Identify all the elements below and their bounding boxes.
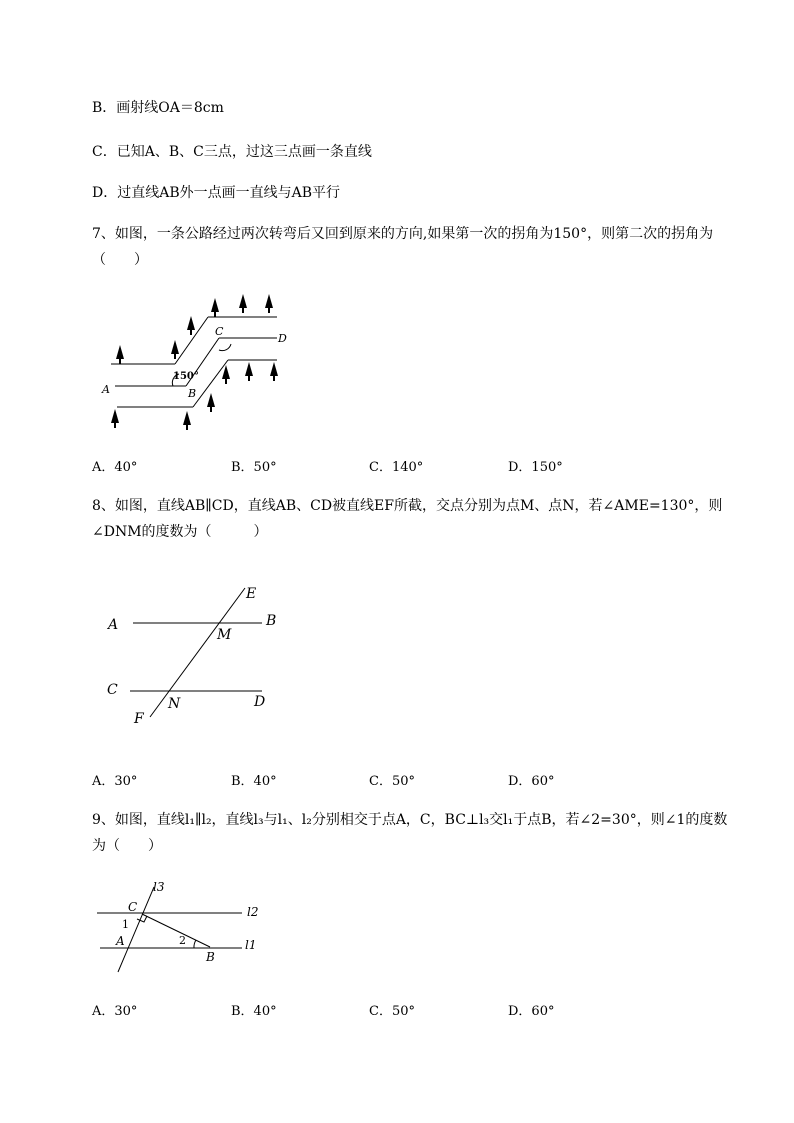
fig9-angle-2: 2 [179, 934, 186, 947]
question-8-text: 8、如图，直线AB∥CD，直线AB、CD被直线EF所截，交点分别为点M、点N，若∠AME=130°，则∠DNM的度数为（ ） [92, 498, 723, 540]
option-d-prev: D．过直线AB外一点画一直线与AB平行 [92, 185, 341, 201]
fig8-label-f: F [134, 711, 144, 727]
fig7-label-a: A [102, 383, 110, 396]
q7-option-c[interactable]: C．140° [369, 460, 424, 475]
option-b-prev: B．画射线OA＝8cm [92, 100, 224, 116]
question-8-figure [100, 580, 290, 730]
q9-option-b[interactable]: B．40° [231, 1004, 277, 1019]
fig8-label-c: C [107, 682, 118, 698]
q9-option-a[interactable]: A．30° [92, 1004, 138, 1019]
option-c-prev: C．已知A、B、C三点，过这三点画一条直线 [92, 144, 372, 160]
question-7-options [92, 456, 712, 476]
q9-option-d[interactable]: D．60° [508, 1004, 555, 1019]
q7-option-d[interactable]: D．150° [508, 460, 563, 475]
fig9-label-l2: l2 [247, 905, 259, 919]
fig8-label-b: B [266, 613, 277, 629]
fig9-label-b: B [206, 950, 215, 964]
q7-option-a[interactable]: A．40° [92, 460, 138, 475]
question-9-text: 9、如图，直线l₁∥l₂，直线l₃与l₁、l₂分别相交于点A，C，BC⊥l₃交l₁于点B，若∠2=30°，则∠1的度数为（ ） [92, 812, 728, 854]
fig7-label-c: C [215, 325, 224, 338]
fig9-label-l1: l1 [245, 938, 257, 952]
question-9-options [92, 1000, 712, 1020]
question-8-options [92, 770, 712, 790]
q7-option-b[interactable]: B．50° [231, 460, 277, 475]
fig7-label-b: B [188, 387, 197, 400]
fig7-label-d: D [278, 332, 287, 345]
q9-option-c[interactable]: C．50° [369, 1004, 415, 1019]
fig8-label-a: A [108, 617, 119, 633]
question-7-text: 7、如图，一条公路经过两次转弯后又回到原来的方向,如果第一次的拐角为150°，则第二次的拐角为（ ） [92, 226, 714, 268]
fig9-label-c: C [128, 900, 138, 914]
fig8-label-m: M [217, 627, 232, 643]
q8-option-d[interactable]: D．60° [508, 774, 555, 789]
fig7-angle-label: 150° [173, 371, 199, 382]
fig9-label-a: A [116, 934, 125, 948]
question-7-figure [95, 290, 295, 440]
question-9-figure [92, 876, 272, 986]
q8-option-b[interactable]: B．40° [231, 774, 277, 789]
fig8-label-e: E [246, 586, 257, 602]
fig8-label-n: N [168, 696, 181, 712]
q8-option-c[interactable]: C．50° [369, 774, 415, 789]
fig9-angle-1: 1 [122, 918, 129, 931]
fig9-label-l3: l3 [153, 880, 165, 894]
q8-option-a[interactable]: A．30° [92, 774, 138, 789]
fig8-label-d: D [254, 694, 266, 710]
